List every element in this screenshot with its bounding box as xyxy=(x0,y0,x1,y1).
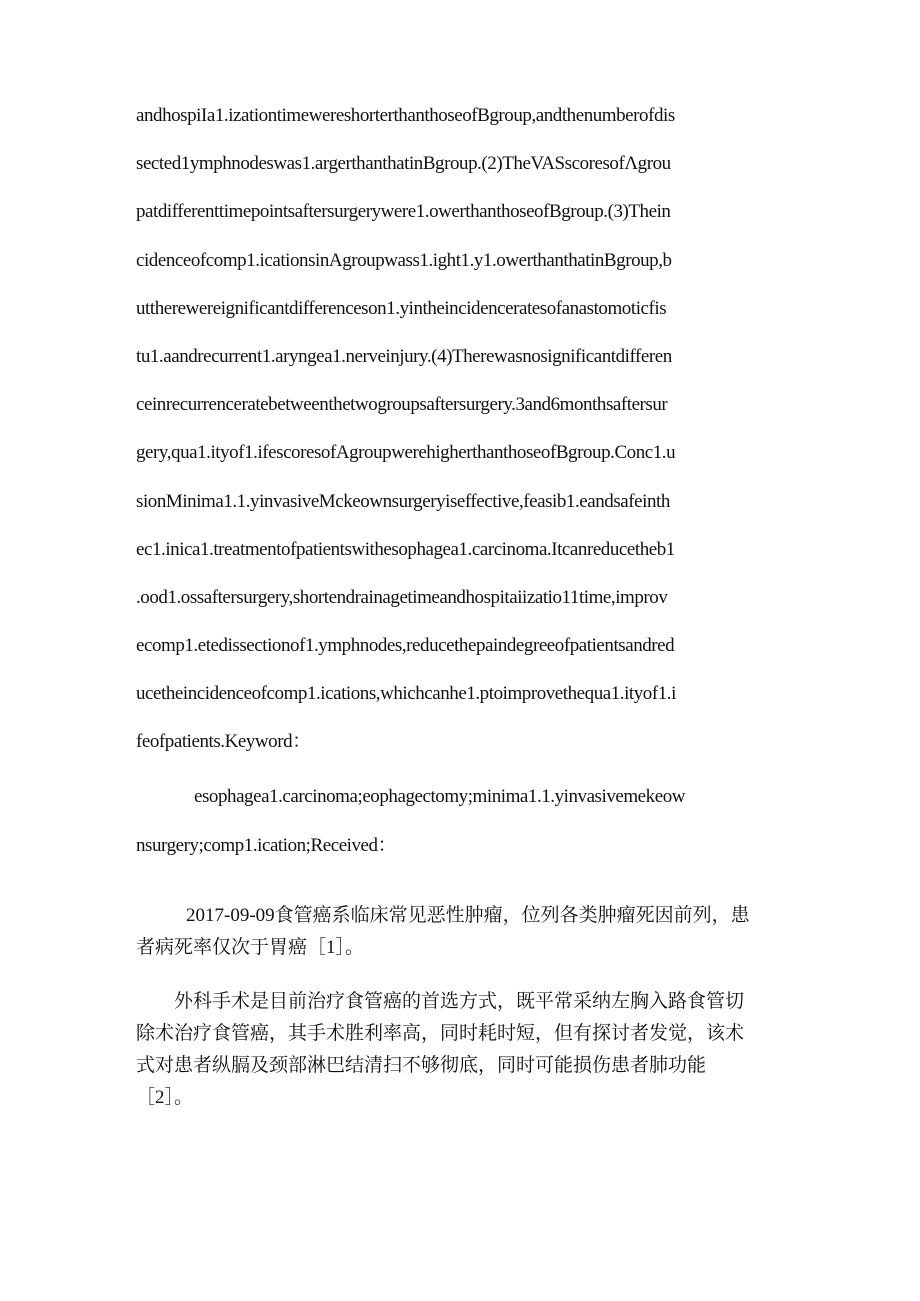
abstract-line: ceinrecurrenceratebetweenthetwogroupsaftersurgery.3and6monthsaftersur xyxy=(136,394,668,416)
abstract-line: ucetheincidenceofcomp1.ications,whichcanhe1.ptoimprovethequa1.ityof1.i xyxy=(136,683,676,705)
body-line: 除术治疗食管癌，其手术胜利率高，同时耗时短，但有探讨者发觉，该术 xyxy=(136,1023,745,1044)
abstract-line: feofpatients.Keyword： xyxy=(136,731,311,753)
abstract-line: uttherewereignificantdifferenceson1.yintheincidenceratesofanastomoticfis xyxy=(136,297,667,319)
body-paragraph xyxy=(136,986,796,1114)
abstract-line: sected1ymphnodeswas1.argerthanthatinBgroup.(2)TheVASscoresofΛgrou xyxy=(136,153,671,175)
body-line: ［2］。 xyxy=(136,1087,194,1108)
keywords-section xyxy=(136,773,792,870)
body-line: 2017-09-09食管癌系临床常见恶性肿瘤，位列各类肿瘤死因前列，患 xyxy=(186,905,750,926)
english-abstract xyxy=(136,92,792,767)
chinese-body xyxy=(136,900,796,1114)
paragraph-gap xyxy=(136,964,796,986)
abstract-line: tu1.aandrecurrent1.aryngea1.nerveinjury.(4)Therewasnosignificantdifferen xyxy=(136,345,672,367)
abstract-line: sionMinima1.1.yinvasiveMckeownsurgeryiseffective,feasib1.eandsafeinth xyxy=(136,490,670,512)
abstract-line: .ood1.ossaftersurgery,shortendrainagetimeandhospitaiizatio11time,improv xyxy=(136,586,668,608)
abstract-line: ecomp1.etedissectionof1.ymphnodes,reducethepaindegreeofpatientsandred xyxy=(136,635,675,657)
keyword-line: esophagea1.carcinoma;eophagectomy;minima1.1.yinvasivemekeow xyxy=(194,786,686,807)
abstract-line: cidenceofcomp1.icationsinAgroupwass1.ight1.y1.owerthanthatinBgroup,b xyxy=(136,249,672,271)
abstract-line: gery,qua1.ityof1.ifescoresofAgroupwerehigherthanthoseofBgroup.Conc1.u xyxy=(136,442,676,464)
abstract-line: ec1.inica1.treatmentofpatientswithesophagea1.carcinoma.Itcanreducetheb1 xyxy=(136,538,675,560)
body-line: 式对患者纵膈及颈部淋巴结清扫不够彻底，同时可能损伤患者肺功能 xyxy=(136,1055,707,1076)
abstract-line: patdifferenttimepointsaftersurgerywere1.owerthanthoseofBgroup.(3)Thein xyxy=(136,201,671,223)
body-line: 者病死率仅次于胃癌［1］。 xyxy=(136,937,365,958)
body-paragraph xyxy=(136,900,796,964)
body-line: 外科手术是目前治疗食管癌的首选方式，既平常采纳左胸入路食管切 xyxy=(174,991,745,1012)
keyword-line: nsurgery;comp1.ication;Received： xyxy=(136,834,397,856)
abstract-line: andhospiIa1.izationtimewereshorterthanthoseofBgroup,andthenumberofdis xyxy=(136,105,675,126)
